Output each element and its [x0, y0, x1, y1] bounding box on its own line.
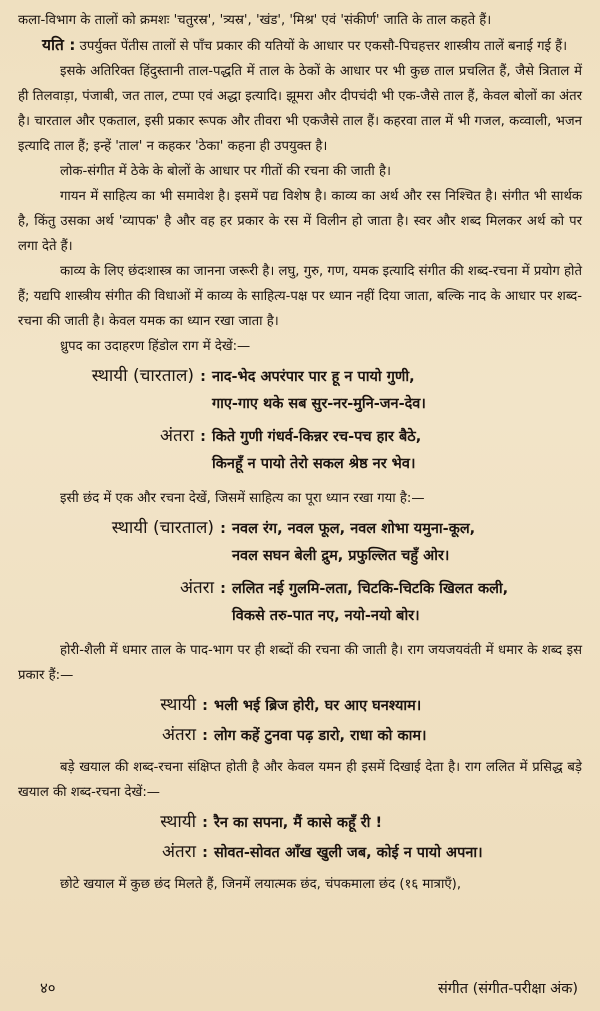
verse-line: स्थायी : रैन का सपना, मैं कासे कहूँ री !: [18, 809, 582, 839]
verse-line: अंतरा : किते गुणी गंधर्व-किन्नर रच-पच हार बैठे,: [18, 423, 582, 453]
dhrupad-verse-second: [18, 515, 582, 635]
verse-label-sthayi: स्थायी: [160, 812, 196, 832]
paragraph: बड़े खयाल की शब्द-रचना संक्षिप्त होती है और केवल यमन ही इसमें दिखाई देता है। राग ललित में प्रसिद्ध बड़े खयाल की शब्द-रचना देखें:—: [18, 760, 582, 800]
verse-line: स्थायी (चारताल) : नवल रंग, नवल फूल, नवल शोभा यमुना-कूल,: [18, 515, 582, 545]
verse-label-sthayi: स्थायी: [160, 695, 196, 715]
verse-line: [18, 393, 582, 423]
dhrupad-verse-hindol: [18, 363, 582, 483]
yati-term: यति :: [42, 36, 76, 54]
verse-line: अंतरा : ललित नई गुलमि-लता, चिटकि-चिटकि खिलत कली,: [18, 575, 582, 605]
verse-text: गाए-गाए थके सब सुर-नर-मुनि-जन-देव।: [212, 396, 426, 412]
verse-text: भली भई ब्रिज होरी, घर आए घनश्याम।: [214, 698, 422, 714]
paragraph: काव्य के लिए छंदःशास्त्र का जानना जरूरी है। लघु, गुरु, गण, यमक इत्यादि संगीत की शब्द-रचना में प्रयोग होते हैं; यद्यपि शास्त्रीय संगीत की विधाओं में काव्य के साहित्य-पक्ष पर ध्यान नहीं दिया जाता, बल्कि नाद के आधार पर शब्द-रचना की जाती है। केवल यमक का ध्यान रखा जाता है।: [18, 264, 582, 329]
paragraph: ध्रुपद का उदाहरण हिंडोल राग में देखें:—: [60, 339, 251, 354]
verse-label-sthayi: स्थायी (चारताल): [111, 518, 214, 538]
verse-label-antara: अंतरा: [161, 725, 196, 745]
verse-text: सोवत-सोवत आँख खुली जब, कोई न पायो अपना।: [214, 845, 483, 861]
paragraph: कला-विभाग के तालों को क्रमशः 'चतुरस्र', 'त्र्यस्र', 'खंड', 'मिश्र' एवं 'संकीर्ण' जाति के ताल कहते हैं।: [18, 13, 492, 28]
verse-label-antara: अंतरा: [179, 578, 214, 598]
verse-label-antara: अंतरा: [159, 426, 194, 446]
paragraph: छोटे खयाल में कुछ छंद मिलते हैं, जिनमें लयात्मक छंद, चंपकमाला छंद (१६ मात्राएँ),: [60, 877, 462, 892]
verse-text: लोग कहें टुनवा पढ़ डारो, राधा को काम।: [214, 728, 427, 744]
paragraph: गायन में साहित्य का भी समावेश है। इसमें पद्य विशेष है। काव्य का अर्थ और रस निश्चित है। संगीत भी सार्थक है, किंतु उसका अर्थ 'व्यापक' है और वह हर प्रकार के रस में विलीन हो जाता है। स्वर और शब्द मिलकर अर्थ को पर लगा देते हैं।: [18, 189, 582, 254]
verse-line: [18, 605, 582, 635]
running-title: संगीत (संगीत-परीक्षा अंक): [437, 981, 578, 997]
paragraph: लोक-संगीत में ठेके के बोलों के आधार पर गीतों की रचना की जाती है।: [60, 164, 392, 179]
verse-line: अंतरा : लोग कहें टुनवा पढ़ डारो, राधा को काम।: [18, 722, 582, 752]
paragraph: इसके अतिरिक्त हिंदुस्तानी ताल-पद्धति में ताल के ठेकों के आधार पर भी कुछ ताल प्रचलित हैं, जैसे त्रिताल में ही तिलवाड़ा, पंजाबी, जत ताल, टप्पा एवं अद्धा इत्यादि। झूमरा और दीपचंदी भी एक-जैसे ताल हैं, केवल बोलों का अंतर है। चारताल और एकताल, इसी प्रकार रूपक और तीवरा भी एकजैसे ताल हैं। कहरवा ताल में भी गजल, कव्वाली, भजन इत्यादि ताल हैं; इन्हें 'ताल' न कहकर 'ठेका' कहना ही उपयुक्त है।: [18, 64, 582, 154]
page-number: ४०: [40, 979, 56, 997]
verse-line: [18, 545, 582, 575]
paragraph: इसी छंद में एक और रचना देखें, जिसमें साहित्य का पूरा ध्यान रखा गया है:—: [60, 491, 425, 506]
verse-text: ललित नई गुलमि-लता, चिटकि-चिटकि खिलत कली,: [232, 581, 509, 597]
verse-text: किते गुणी गंधर्व-किन्नर रच-पच हार बैठे,: [212, 429, 422, 445]
verse-text: नवल सघन बेली द्रुम, प्रफुल्लित चहुँ ओर।: [232, 548, 450, 564]
verse-line: स्थायी : भली भई ब्रिज होरी, घर आए घनश्याम।: [18, 692, 582, 722]
verse-text: रैन का सपना, मैं कासे कहूँ री !: [214, 815, 383, 831]
verse-text: नवल रंग, नवल फूल, नवल शोभा यमुना-कूल,: [232, 521, 476, 537]
yati-body: उपर्युक्त पेंतीस तालों से पाँच प्रकार की यतियों के आधार पर एकसौ-पिचहत्तर शास्त्रीय तालें बनाई गई हैं।: [75, 39, 568, 54]
verse-line: अंतरा : सोवत-सोवत आँख खुली जब, कोई न पायो अपना।: [18, 839, 582, 869]
page-footer: [0, 972, 600, 1004]
verse-text: किनहूँ न पायो तेरो सकल श्रेष्ठ नर भेव।: [212, 456, 416, 472]
khayal-verse-lalit: [18, 809, 582, 869]
paragraph: होरी-शैली में धमार ताल के पाद-भाग पर ही शब्दों की रचना की जाती है। राग जयजयवंती में धमार के शब्द इस प्रकार हैं:—: [18, 643, 582, 683]
verse-line: स्थायी (चारताल) : नाद-भेद अपरंपार पार हू न पायो गुणी,: [18, 363, 582, 393]
verse-line: [18, 453, 582, 483]
verse-text: विकसे तरु-पात नए, नयो-नयो बोर।: [232, 608, 420, 624]
verse-text: नाद-भेद अपरंपार पार हू न पायो गुणी,: [212, 369, 415, 385]
verse-label-sthayi: स्थायी (चारताल): [91, 366, 194, 386]
verse-label-antara: अंतरा: [161, 842, 196, 862]
yati-paragraph: [18, 33, 582, 59]
dhamar-verse: [18, 692, 582, 752]
